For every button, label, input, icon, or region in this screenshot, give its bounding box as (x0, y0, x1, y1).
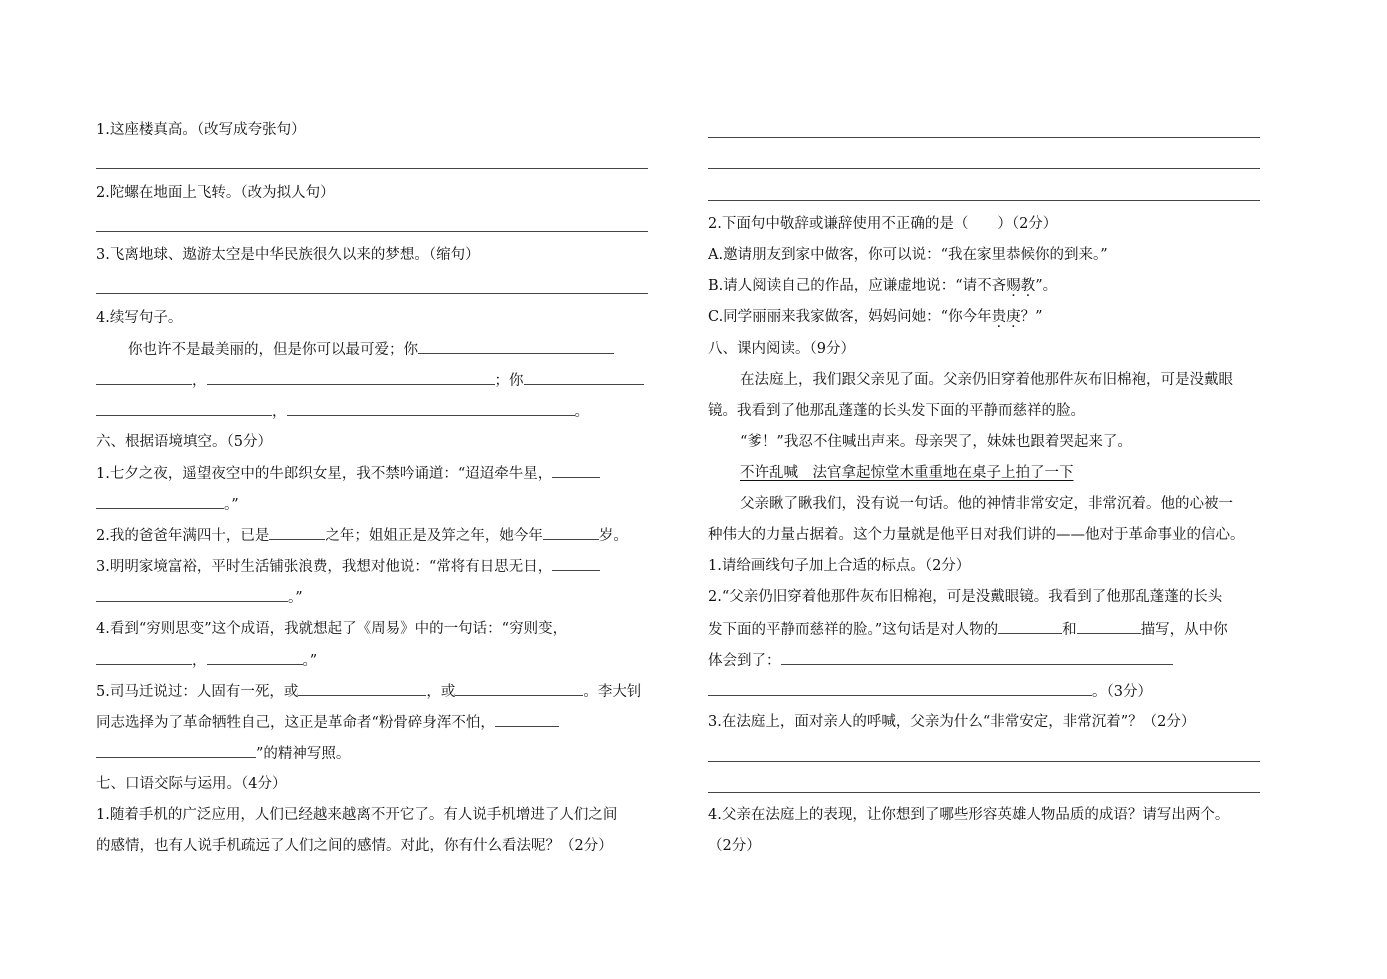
q4-line-3 (96, 401, 589, 422)
blank[interactable] (552, 463, 600, 478)
answer-line[interactable] (96, 231, 648, 232)
blank[interactable] (781, 650, 1173, 665)
question-2: 2.陀螺在地面上飞转。（改为拟人句） (96, 185, 335, 201)
s6q5-text-c: 。李大钊 (583, 684, 642, 700)
punct: ， (272, 404, 287, 420)
s6-question-1 (96, 463, 600, 484)
blank[interactable] (998, 619, 1062, 634)
reading-question-2-line-2 (708, 619, 1228, 640)
blank[interactable] (207, 650, 303, 665)
reading-question-4-line-1: 4.父亲在法庭上的表现，让你想到了哪些形容英雄人物品质的成语？请写出两个。 (708, 807, 1230, 823)
s6q2-text-a: 2.我的爸爸年满四十，已是 (96, 528, 270, 544)
section-7-title: 七、口语交际与运用。（4分） (96, 776, 287, 792)
blank[interactable] (96, 650, 192, 665)
question-4: 4.续写句子。 (96, 310, 183, 326)
s6q3-text: 3.明明家境富裕，平时生活铺张浪费，我想对他说：“常将有日思无日， (96, 559, 553, 575)
s6-question-2 (96, 525, 628, 546)
answer-line[interactable] (708, 761, 1260, 762)
s7-question-2: 2.下面句中敬辞或谦辞使用不正确的是（ ）（2分） (708, 216, 1058, 232)
s6q5-text-b: ，或 (426, 684, 456, 700)
s6q5-text-a: 5.司马迁说过：人固有一死，或 (96, 684, 299, 700)
reading-question-2-line-3 (708, 650, 1173, 671)
s6-question-5-line-3 (96, 743, 350, 764)
option-b (708, 276, 1057, 296)
s6-question-5 (96, 681, 641, 702)
blank[interactable] (96, 587, 288, 602)
dotted-char: 庚 (1006, 309, 1021, 325)
reading-question-2-line-4 (708, 681, 1152, 702)
passage-p1-line-1: 在法庭上，我们跟父亲见了面。父亲仍旧穿着他那件灰布旧棉袍，可是没戴眼 (740, 372, 1233, 388)
blank[interactable] (207, 370, 495, 385)
s7-question-1-line-2: 的感情，也有人说手机疏远了人们之间的感情。对此，你有什么看法呢？（2分） (96, 838, 613, 854)
answer-line[interactable] (708, 200, 1260, 201)
passage-p2: “爹！”我忍不住喊出声来。母亲哭了，妹妹也跟着哭起来了。 (740, 434, 1132, 450)
dotted-char: 贵 (991, 309, 1007, 325)
option-b-end: ”。 (1035, 278, 1058, 294)
rq2-text-b: 和 (1062, 622, 1077, 638)
blank[interactable] (269, 525, 325, 540)
option-c (708, 307, 1043, 327)
blank[interactable] (418, 339, 614, 354)
punct: 。” (302, 653, 318, 669)
q4-prompt: 你也许不是最美丽的，但是你可以最可爱；你 (128, 342, 418, 358)
blank[interactable] (1077, 619, 1141, 634)
option-a: A.邀请朋友到家中做客，你可以说：“我在家里恭候你的到来。” (708, 247, 1108, 263)
blank[interactable] (708, 681, 1092, 696)
blank[interactable] (543, 525, 599, 540)
s6q2-text-c: 岁。 (598, 528, 628, 544)
blank[interactable] (298, 681, 426, 696)
blank[interactable] (495, 712, 559, 727)
punct: ， (192, 653, 207, 669)
section-8-title: 八、课内阅读。（9分） (708, 341, 855, 357)
s6-question-4: 4.看到“穷则思变”这个成语，我就想起了《周易》中的一句话：“穷则变， (96, 621, 568, 637)
passage-p4-line-1: 父亲瞅了瞅我们，没有说一句话。他的神情非常安定，非常沉着。他的心被一 (740, 496, 1233, 512)
reading-question-4-line-2: （2分） (708, 838, 761, 854)
blank[interactable] (287, 401, 575, 416)
answer-line[interactable] (96, 168, 648, 169)
punct: 。” (288, 590, 303, 606)
section-6-title: 六、根据语境填空。（5分） (96, 434, 272, 450)
punct: 。 (574, 404, 589, 420)
s6-question-4-cont (96, 650, 317, 671)
passage-p1-line-2: 镜。我看到了他那乱蓬蓬的长头发下面的平静而慈祥的脸。 (708, 403, 1085, 419)
rq2-text-a: 发下面的平静而慈祥的脸。”这句话是对人物的 (708, 622, 999, 638)
underlined-sentence: 不许乱喊 法官拿起惊堂木重重地在桌子上拍了一下 (740, 465, 1074, 481)
blank[interactable] (96, 370, 192, 385)
dotted-char: 赐 (1006, 278, 1021, 294)
rq2-text-line3: 体会到了： (708, 653, 781, 669)
question-1: 1.这座楼真高。（改写成夸张句） (96, 122, 306, 138)
blank[interactable] (455, 681, 583, 696)
option-c-text: C.同学丽丽来我家做客，妈妈问她：“你今年 (708, 309, 992, 325)
q4-line-2 (96, 370, 644, 391)
s7-question-1-line-1: 1.随着手机的广泛应用，人们已经越来越离不开它了。有人说手机增进了人们之间 (96, 807, 618, 823)
s6q2-text-b: 之年；姐姐正是及笄之年，她今年 (325, 528, 543, 544)
punct: 。” (224, 497, 239, 513)
s6q5-end: ”的精神写照。 (256, 746, 351, 762)
answer-line[interactable] (708, 792, 1260, 793)
passage-p3-underlined (708, 463, 1074, 483)
reading-question-1: 1.请给画线句子加上合适的标点。（2分） (708, 558, 971, 574)
blank[interactable] (552, 556, 600, 571)
s6-question-3 (96, 556, 600, 577)
punct: ， (192, 373, 207, 389)
s6q1-text: 1.七夕之夜，遥望夜空中的牛郎织女星，我不禁吟诵道：“迢迢牵牛星， (96, 466, 553, 482)
dotted-char: 教 (1020, 278, 1036, 294)
answer-line[interactable] (708, 168, 1260, 169)
answer-line[interactable] (708, 137, 1260, 138)
punct: ；你 (494, 373, 524, 389)
option-b-text: B.请人阅读自己的作品，应谦虚地说：“请不吝 (708, 278, 1007, 294)
blank[interactable] (96, 743, 256, 758)
s6q5-text-line2: 同志选择为了革命牺牲自己，这正是革命者“粉骨碎身浑不怕， (96, 715, 495, 731)
blank[interactable] (96, 401, 272, 416)
reading-question-2-line-1: 2.“父亲仍旧穿着他那件灰布旧棉袍，可是没戴眼镜。我看到了他那乱蓬蓬的长头 (708, 589, 1223, 605)
answer-line[interactable] (96, 293, 648, 294)
passage-p4-line-2: 种伟大的力量占据着。这个力量就是他平日对我们讲的——他对于革命事业的信心。 (708, 527, 1245, 543)
s6-question-5-line-2 (96, 712, 559, 733)
option-c-end: ？” (1020, 309, 1043, 325)
blank[interactable] (524, 370, 644, 385)
question-3: 3.飞离地球、遨游太空是中华民族很久以来的梦想。（缩句） (96, 247, 480, 263)
q4-prompt-line (96, 339, 614, 360)
rq2-end: 。（3分） (1092, 684, 1152, 700)
rq2-text-c: 描写，从中你 (1140, 622, 1228, 638)
s6-question-1-cont (96, 494, 239, 515)
s6-question-3-cont (96, 587, 303, 608)
blank[interactable] (96, 494, 224, 509)
reading-question-3: 3.在法庭上，面对亲人的呼喊，父亲为什么“非常安定，非常沉着”？（2分） (708, 714, 1196, 730)
